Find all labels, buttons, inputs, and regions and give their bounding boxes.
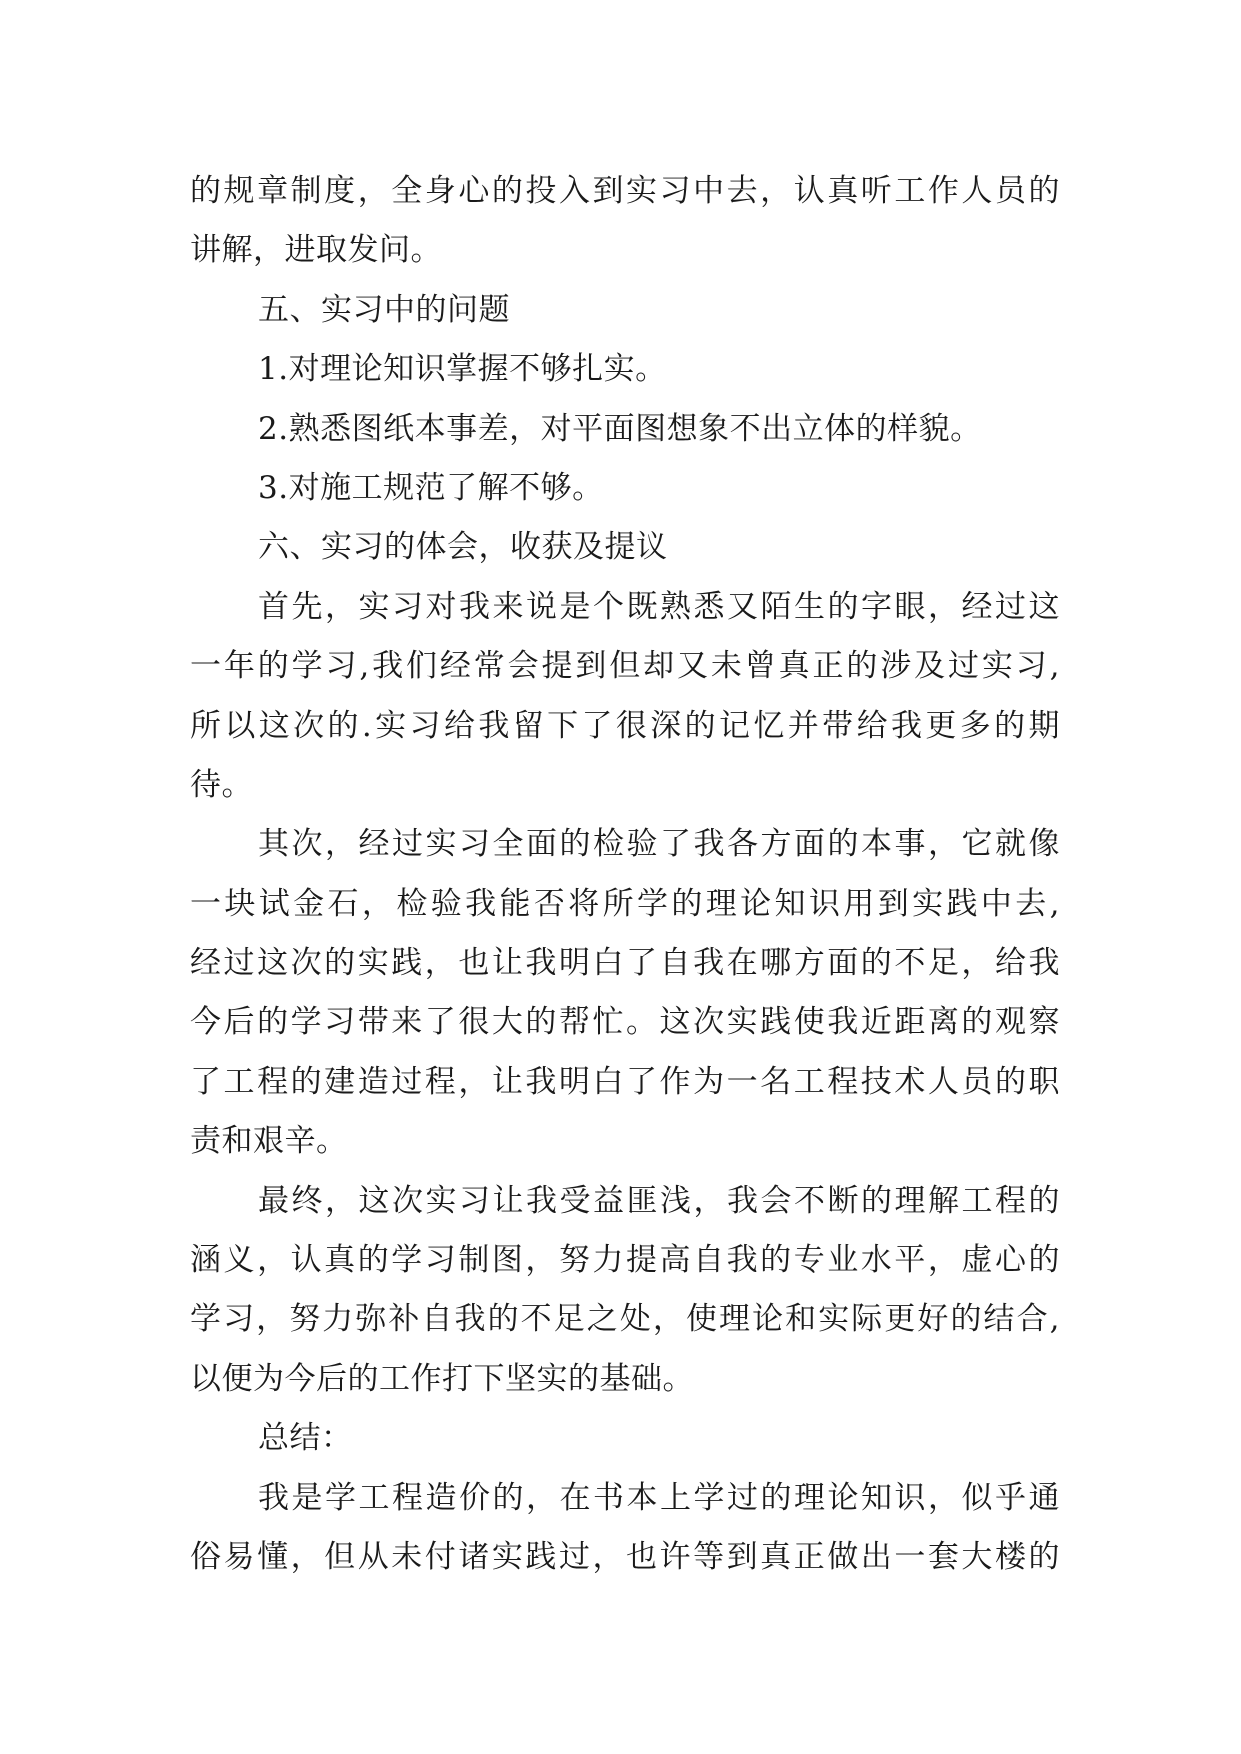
text-line: 一年的学习,我们经常会提到但却又未曾真正的涉及过实习,: [190, 648, 1060, 685]
text-line: 我是学工程造价的，在书本上学过的理论知识，似乎通: [258, 1479, 1060, 1516]
text-line: 了工程的建造过程，让我明白了作为一名工程技术人员的职: [190, 1063, 1060, 1100]
text-line: 五、实习中的问题: [258, 291, 510, 328]
text-line: 学习，努力弥补自我的不足之处，使理论和实际更好的结合,: [190, 1301, 1060, 1338]
text-line: 首先，实习对我来说是个既熟悉又陌生的字眼，经过这: [258, 588, 1060, 625]
text-line: 3.对施工规范了解不够。: [258, 469, 604, 506]
text-line: 其次，经过实习全面的检验了我各方面的本事，它就像: [258, 826, 1060, 863]
text-line: 待。: [190, 766, 253, 803]
text-line: 2.熟悉图纸本事差，对平面图想象不出立体的样貌。: [258, 410, 982, 447]
text-line: 所以这次的.实习给我留下了很深的记忆并带给我更多的期: [190, 707, 1060, 744]
text-line: 最终，这次实习让我受益匪浅，我会不断的理解工程的: [258, 1182, 1060, 1219]
text-line: 一块试金石，检验我能否将所学的理论知识用到实践中去,: [190, 885, 1060, 922]
document-body: [190, 162, 1060, 1587]
text-line: 经过这次的实践，也让我明白了自我在哪方面的不足，给我: [190, 945, 1060, 982]
text-line: 六、实习的体会，收获及提议: [258, 529, 668, 566]
text-line: 1.对理论知识掌握不够扎实。: [258, 351, 667, 388]
text-line: 责和艰辛。: [190, 1123, 348, 1160]
text-line: 总结：: [258, 1420, 353, 1457]
text-line: 涵义，认真的学习制图，努力提高自我的专业水平，虚心的: [190, 1242, 1060, 1279]
text-line: 今后的学习带来了很大的帮忙。这次实践使我近距离的观察: [190, 1004, 1060, 1041]
text-line: 俗易懂，但从未付诸实践过，也许等到真正做出一套大楼的: [190, 1538, 1060, 1575]
text-line: 讲解，进取发问。: [190, 232, 442, 269]
text-line: 以便为今后的工作打下坚实的基础。: [190, 1360, 694, 1397]
text-line: 的规章制度，全身心的投入到实习中去，认真听工作人员的: [190, 173, 1060, 209]
